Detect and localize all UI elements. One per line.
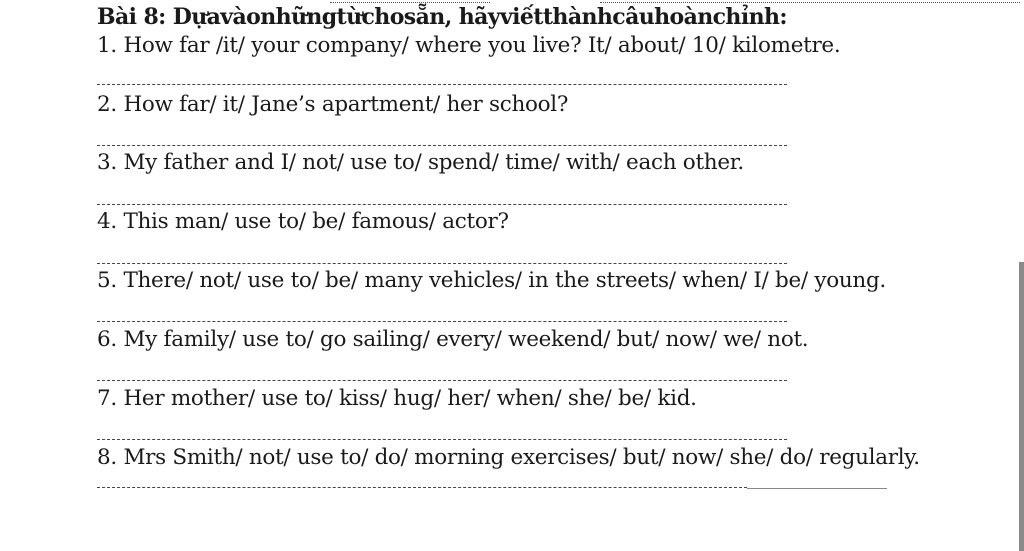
- question-6: [97, 326, 809, 354]
- answer-line[interactable]: [97, 321, 787, 322]
- previous-section-fragment: [330, 0, 490, 3]
- question-text: 7. Her mother/ use to/ kiss/ hug/ her/ when/ she/ be/ kid.: [97, 386, 697, 411]
- answer-line[interactable]: [97, 204, 787, 205]
- previous-section-fragment: [600, 0, 1020, 3]
- answer-line-tail: [747, 488, 887, 489]
- question-3: [97, 149, 797, 177]
- question-text: 8. Mrs Smith/ not/ use to/ do/ morning exercises/ but/ now/ she/ do/ regularly.: [97, 445, 920, 470]
- question-text: 5. There/ not/ use to/ be/ many vehicles/ in the streets/ when/ I/ be/ young.: [97, 268, 886, 293]
- question-7: [97, 385, 797, 413]
- answer-line[interactable]: [97, 145, 787, 146]
- vertical-scrollbar[interactable]: [1019, 262, 1024, 551]
- exercise-title: Bài 8: Dựavàonhữngtừchosẵn, hãyviếtthànhcâuhoànchỉnh:: [97, 4, 787, 30]
- answer-line[interactable]: [97, 439, 787, 440]
- question-1: [97, 32, 841, 60]
- question-text: 2. How far/ it/ Jane’s apartment/ her school?: [97, 92, 569, 117]
- question-4: [97, 208, 797, 236]
- answer-line[interactable]: [97, 380, 787, 381]
- question-8: [97, 444, 920, 472]
- question-text: 6. My family/ use to/ go sailing/ every/ weekend/ but/ now/ we/ not.: [97, 327, 809, 352]
- question-5: [97, 267, 886, 295]
- answer-line[interactable]: [97, 487, 747, 488]
- question-2: [97, 91, 797, 119]
- question-text: 1. How far /it/ your company/ where you live? It/ about/ 10/ kilometre.: [97, 33, 841, 58]
- answer-line[interactable]: [97, 263, 787, 264]
- question-text: 4. This man/ use to/ be/ famous/ actor?: [97, 209, 509, 234]
- answer-line[interactable]: [97, 84, 787, 85]
- question-text: 3. My father and I/ not/ use to/ spend/ time/ with/ each other.: [97, 150, 744, 175]
